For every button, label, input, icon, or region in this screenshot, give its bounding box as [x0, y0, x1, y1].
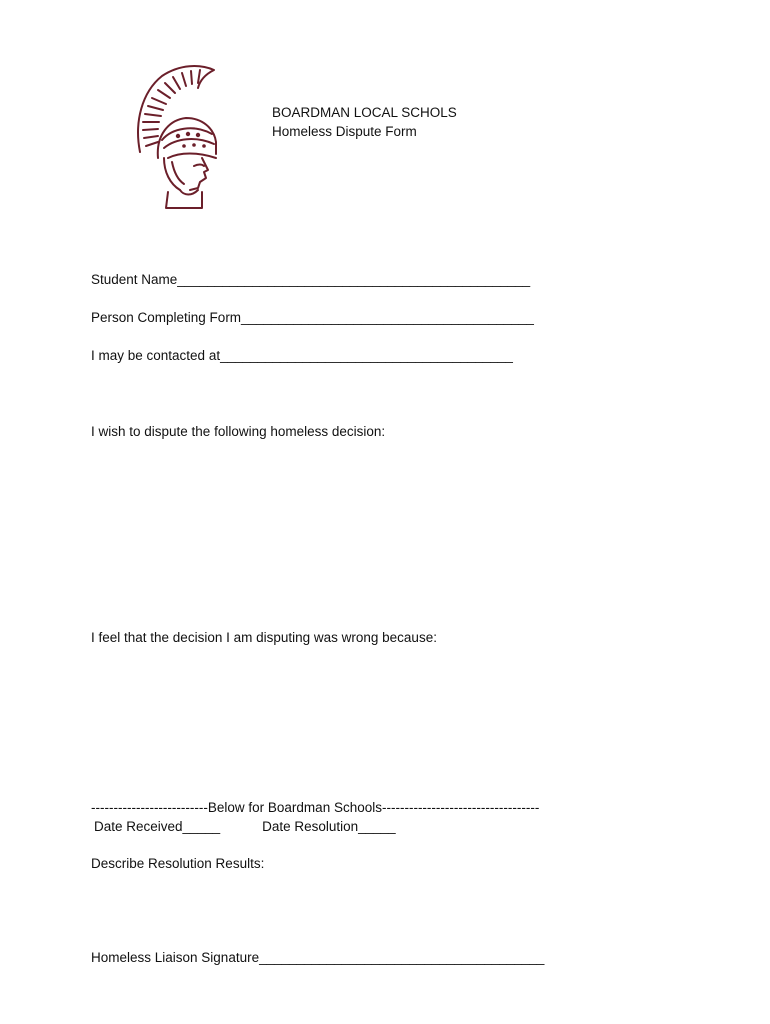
spartan-helmet-icon [128, 62, 224, 214]
office-dates-row [94, 818, 396, 836]
form-title: Homeless Dispute Form [272, 124, 417, 139]
liaison-signature-field: Homeless Liaison Signature______________________________________ [91, 950, 545, 965]
school-name: BOARDMAN LOCAL SCHOLS [272, 105, 457, 120]
describe-resolution-prompt: Describe Resolution Results: [91, 856, 265, 871]
wrong-because-prompt: I feel that the decision I am disputing was wrong because: [91, 630, 437, 645]
dispute-decision-prompt: I wish to dispute the following homeless decision: [91, 424, 386, 439]
person-completing-field: Person Completing Form_______________________________________ [91, 310, 534, 325]
form-header [272, 103, 457, 141]
contact-info-field: I may be contacted at_______________________________________ [91, 348, 513, 363]
office-use-divider: --------------------------Below for Boardman Schools----------------------------------- [91, 800, 540, 815]
date-received-field: Date Received_____ [94, 819, 221, 834]
date-resolution-field: Date Resolution_____ [262, 819, 396, 834]
student-name-field: Student Name_______________________________________________ [91, 272, 531, 287]
